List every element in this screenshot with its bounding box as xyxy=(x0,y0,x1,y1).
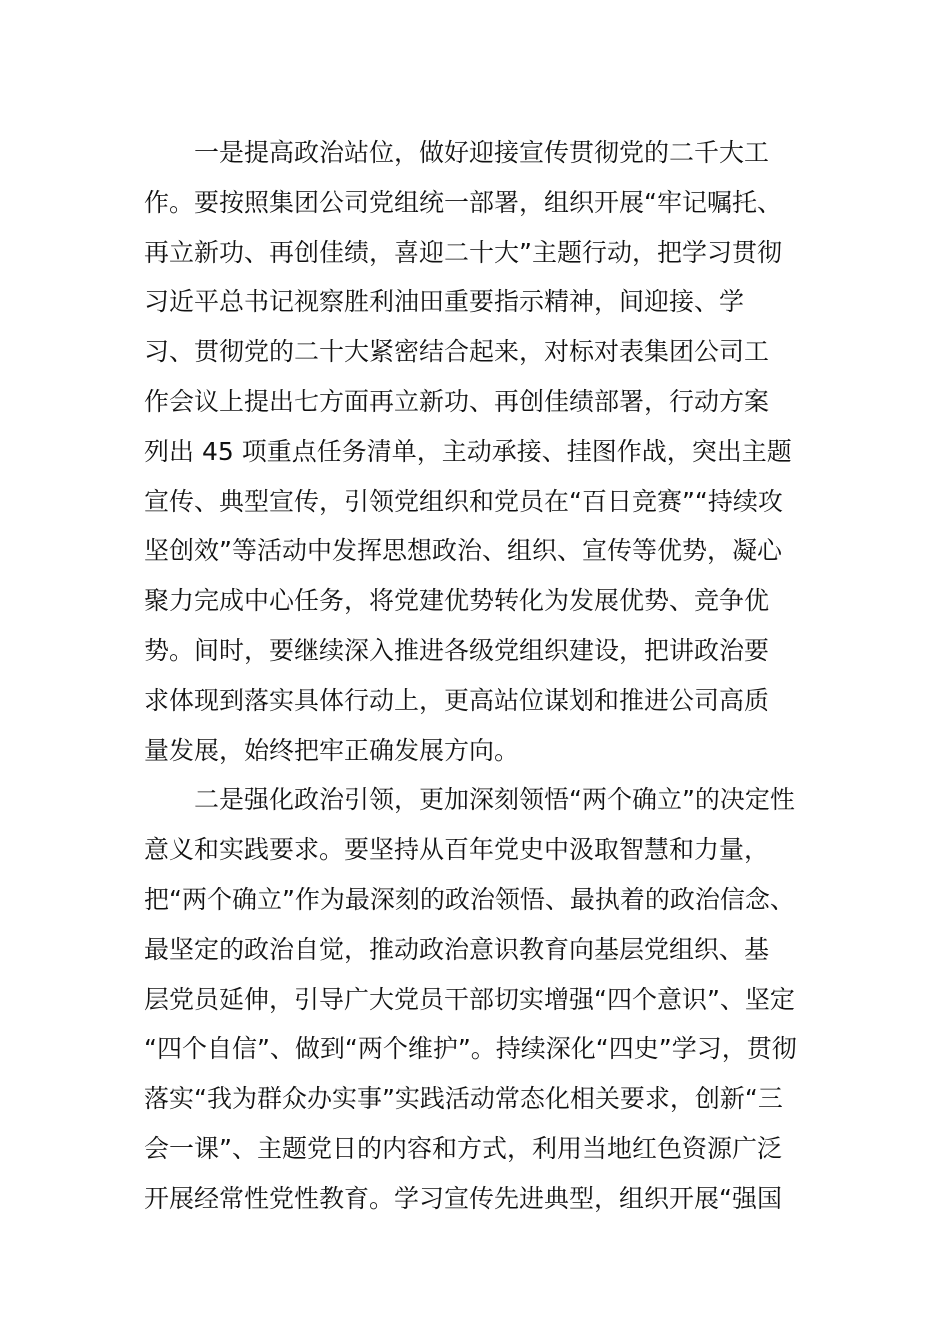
text-line: 宣传、典型宣传，引领党组织和党员在“百日竞赛”“持续攻 xyxy=(144,486,783,516)
text-line: 最坚定的政治自觉，推动政治意识教育向基层党组织、基 xyxy=(144,934,770,964)
text-line: 势。间时，要继续深入推进各级党组织建设，把讲政治要 xyxy=(144,635,770,665)
text-line: 落实“我为群众办实事”实践活动常态化相关要求，创新“三 xyxy=(144,1084,783,1114)
text-line: “四个自信”、做到“两个维护”。持续深化“四史”学习，贯彻 xyxy=(144,1034,797,1064)
text-line: 聚力完成中心任务，将党建优势转化为发展优势、竞争优 xyxy=(144,586,770,616)
text-line: 量发展，始终把牢正确发展方向。 xyxy=(144,735,520,765)
text-line: 作。要按照集团公司党组统一部署，组织开展“牢记嘱托、 xyxy=(144,187,782,217)
text-line: 习近平总书记视察胜利油田重要指示精神，间迎接、学 xyxy=(144,287,745,317)
text-line: 一是提高政治站位，做好迎接宣传贯彻党的二千大工 xyxy=(194,138,770,167)
paragraph-2 xyxy=(144,775,808,1223)
text-line: 再立新功、再创佳绩，喜迎二十大”主题行动，把学习贯彻 xyxy=(144,237,782,267)
text-line: 意义和实践要求。要坚持从百年党史中汲取智慧和力量， xyxy=(144,835,770,865)
text-line: 层党员延伸，引导广大党员干部切实增强“四个意识”、坚定 xyxy=(144,984,795,1014)
text-line: 习、贯彻党的二十大紧密结合起来，对标对表集团公司工 xyxy=(144,337,770,367)
document-body xyxy=(144,128,808,1224)
text-line: 作会议上提出七方面再立新功、再创佳绩部署，行动方案 xyxy=(144,386,770,416)
text-line: 求体现到落实具体行动上，更高站位谋划和推进公司高质 xyxy=(144,685,770,715)
paragraph-1 xyxy=(144,128,808,775)
text-line: 坚创效”等活动中发挥思想政治、组织、宣传等优势，凝心 xyxy=(144,536,782,566)
text-line: 列出 45 项重点任务清单，主动承接、挂图作战，突出主题 xyxy=(144,436,792,466)
text-line: 二是强化政治引领，更加深刻领悟“两个确立”的决定性 xyxy=(194,785,795,815)
text-line: 开展经常性党性教育。学习宣传先进典型，组织开展“强国 xyxy=(144,1183,782,1213)
text-line: 会一课”、主题党日的内容和方式，利用当地红色资源广泛 xyxy=(144,1133,782,1163)
text-line: 把“两个确立”作为最深刻的政治领悟、最执着的政治信念、 xyxy=(144,884,795,914)
